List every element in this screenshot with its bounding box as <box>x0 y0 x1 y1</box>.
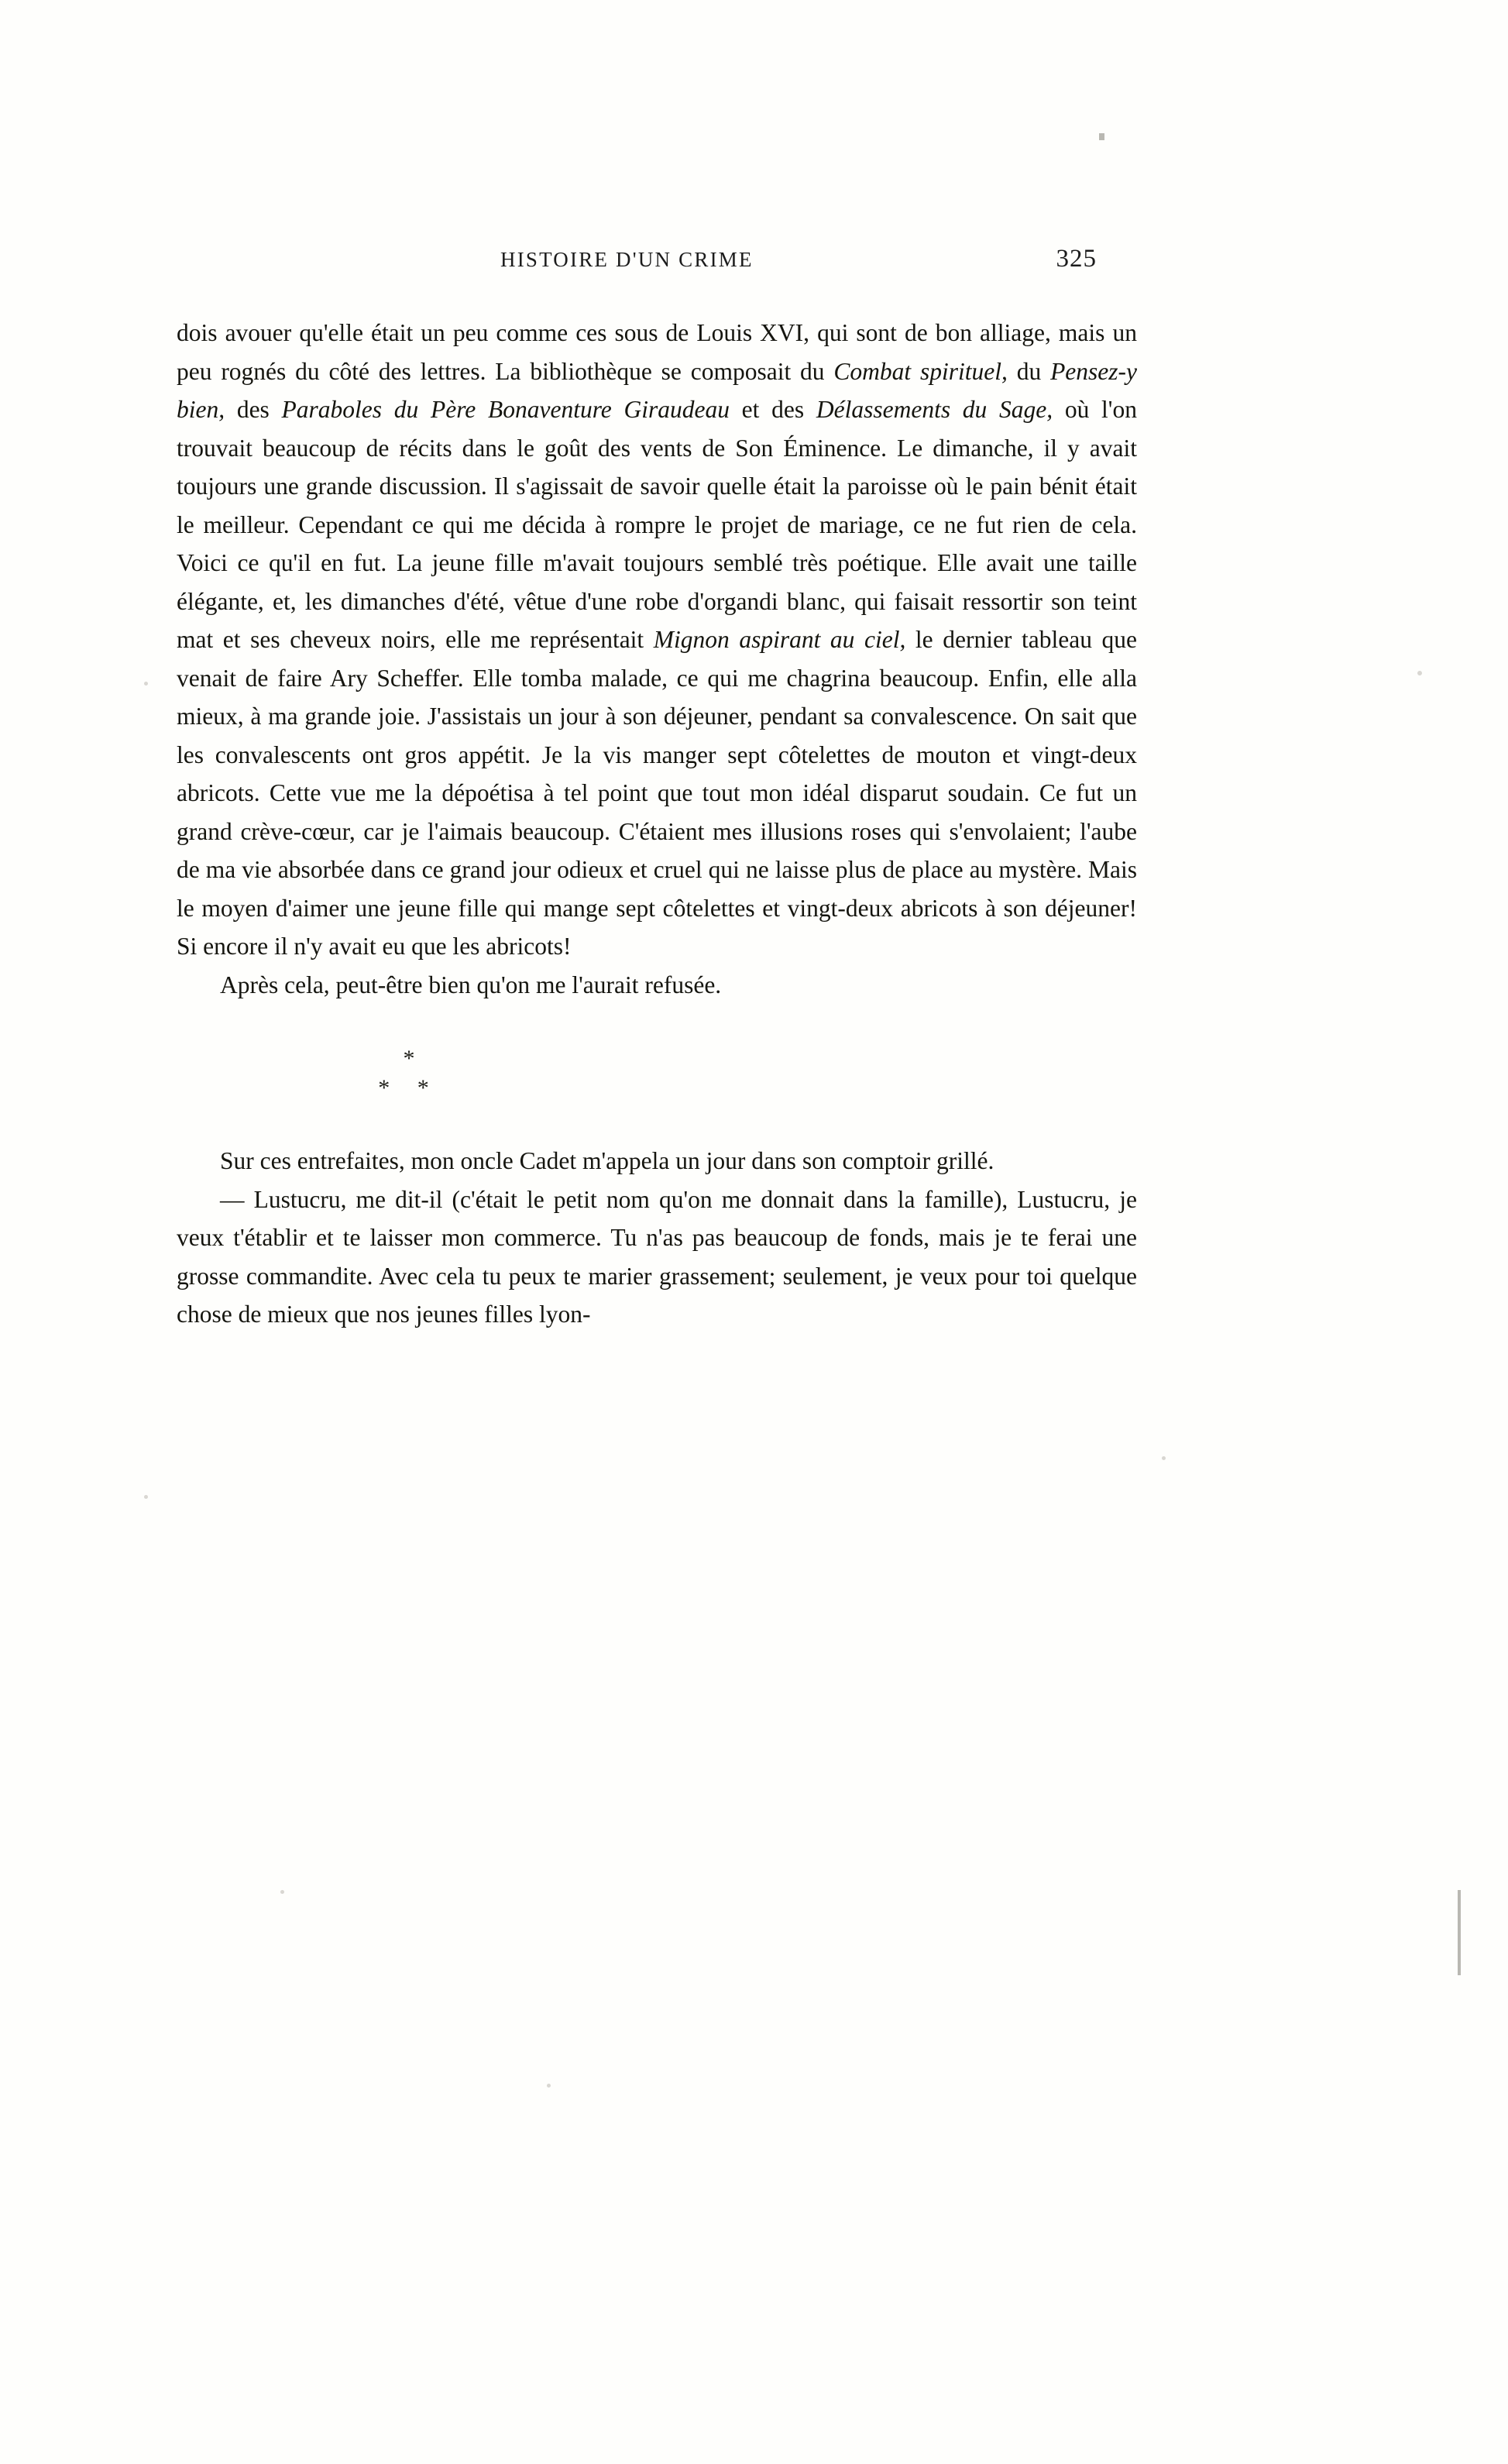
page-number: 325 <box>1056 245 1097 273</box>
scan-speck-3 <box>1162 1456 1166 1460</box>
running-head-title: HISTOIRE D'UN CRIME <box>500 248 754 271</box>
p1-part-5: où l'on trouvait beaucoup de récits dans le goût des vents de Son Éminence. Le dimanche, il y avait toujours une grande discussion. Il s'agissait de savoir quelle était la paroisse où le pain bénit était le meilleur. Cependant ce qui me décida à rompre le projet de mariage, ce ne fut rien de cela. Voici ce qu'il en fut. La jeune fille m'avait toujours semblé très poétique. Elle avait une taille élégante, et, les dimanches d'été, vêtue d'une robe d'organdi blanc, qui faisait ressortir son teint mat et ses cheveux noirs, elle me représentait <box>177 396 1137 653</box>
p1-part-2: du <box>1007 357 1051 385</box>
p1-title-combat-spirituel: Combat spirituel, <box>833 357 1008 385</box>
paragraph-1 <box>177 314 1137 966</box>
p1-title-delassements: Délassements du Sage, <box>816 396 1053 423</box>
asterism-ornament <box>177 1047 1137 1100</box>
p1-title-pensez-y-bien: Pensez-y bien, <box>177 357 1138 423</box>
scan-speck-4 <box>144 1495 148 1499</box>
paragraph-4: — Lustucru, me dit-il (c'était le petit nom qu'on me donnait dans la famille), Lustucru, je veux t'établir et te laisser mon commerce. Tu n'as pas beaucoup de fonds, mais je te ferai une grosse commandite. Avec cela tu peux te marier grassement; seulement, je veux pour toi quelque chose de mieux que nos jeunes filles lyon- <box>177 1185 1137 1328</box>
scan-speck-5 <box>280 1890 284 1894</box>
p1-part-6: le dernier tableau que venait de faire Ary Scheffer. Elle tomba malade, ce qui me chagrina beaucoup. Enfin, elle alla mieux, à ma grande joie. J'assistais un jour à son déjeuner, pendant sa convalescence. On sait que les convalescents ont gros appétit. Je la vis manger sept côtelettes de mouton et vingt-deux abricots. Cette vue me la dépoétisa à tel point que tout mon idéal disparut soudain. Ce fut un grand crève-cœur, car je l'aimais beaucoup. C'étaient mes illusions roses qui s'envolaient; l'aube de ma vie absorbée dans ce grand jour odieux et cruel qui ne laisse plus de place au mystère. Mais le moyen d'aimer une jeune fille qui mange sept côtelettes et vingt-deux abricots à son déjeuner! Si encore il n'y avait eu que les abricots! <box>177 626 1137 960</box>
page-content <box>177 245 1138 1343</box>
scan-speck-1 <box>1417 671 1422 675</box>
scan-mark-right <box>1458 1890 1461 1975</box>
p1-title-paraboles: Paraboles du Père Bonaventure Giraudeau <box>281 396 730 423</box>
paragraph-3: Sur ces entrefaites, mon oncle Cadet m'appela un jour dans son comptoir grillé. <box>220 1147 994 1174</box>
p1-part-3: des <box>225 396 282 423</box>
p1-title-mignon: Mignon aspirant au ciel, <box>653 626 906 653</box>
scan-speck-2 <box>144 682 148 686</box>
running-head <box>177 245 1137 273</box>
asterism-bottom-stars: * * <box>378 1075 440 1101</box>
scan-speck-6 <box>547 2084 551 2088</box>
paragraph-2: Après cela, peut-être bien qu'on me l'aurait refusée. <box>220 971 722 998</box>
scan-mark-top <box>1099 133 1104 140</box>
asterism-top-star: * <box>403 1046 426 1071</box>
p1-part-1: dois avouer qu'elle était un peu comme ces sous de Louis XVI, qui sont de bon alliage, mais un peu rognés du côté des lettres. La bibliothèque se composait du <box>177 319 1137 385</box>
body-text <box>177 314 1137 1343</box>
p1-part-4: et des <box>729 396 816 423</box>
bottom-spacer <box>177 1334 1137 1343</box>
